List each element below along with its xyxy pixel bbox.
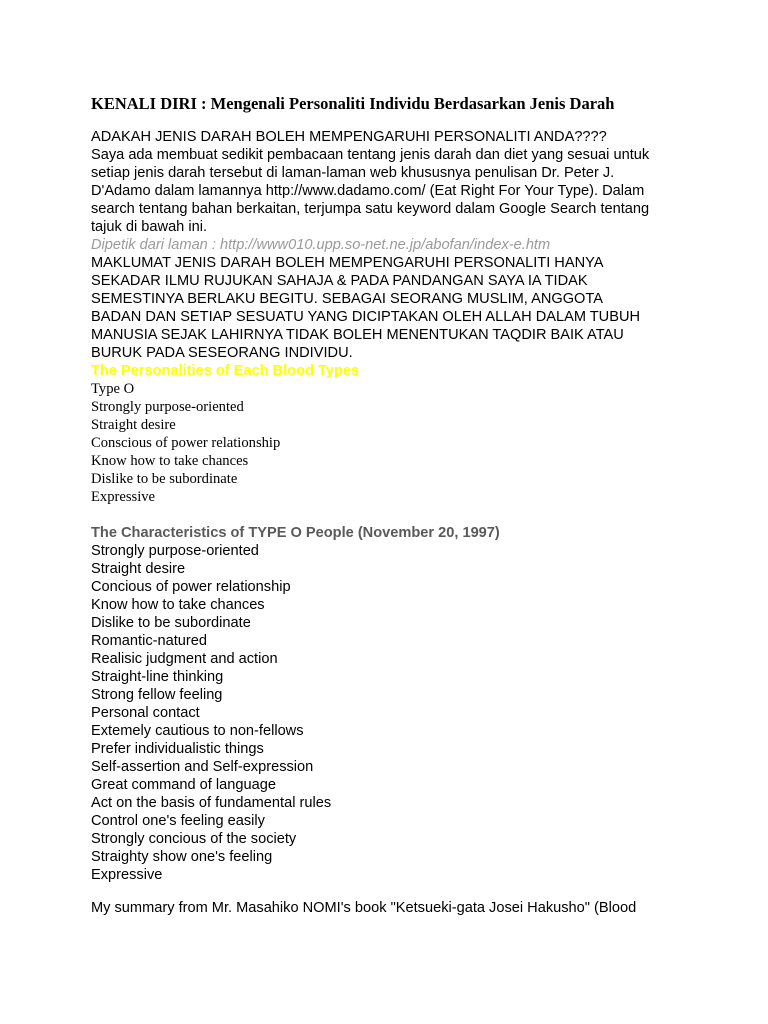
intro-line: D'Adamo dalam lamannya http://www.dadamo.com/ (Eat Right For Your Type). Dalam [91, 183, 645, 199]
notice-paragraph [91, 254, 711, 362]
personalities-heading: The Personalities of Each Blood Types [91, 363, 360, 379]
list-item: Control one's feeling easily [91, 813, 265, 829]
list-item: Great command of language [91, 777, 276, 793]
list-item: Expressive [91, 489, 156, 505]
type-o-list [91, 380, 711, 506]
list-item: Prefer individualistic things [91, 741, 264, 757]
list-item: Know how to take chances [91, 597, 265, 613]
list-item: Extemely cautious to non-fellows [91, 723, 304, 739]
notice-line: MANUSIA SEJAK LAHIRNYA TIDAK BOLEH MENENTUKAN TAQDIR BAIK ATAU [91, 327, 624, 343]
summary-section [91, 899, 711, 917]
characteristics-section [91, 524, 711, 884]
source-line: Dipetik dari laman : http://www010.upp.so-net.ne.jp/abofan/index-e.htm [91, 237, 551, 253]
list-item: Self-assertion and Self-expression [91, 759, 314, 775]
intro-heading: ADAKAH JENIS DARAH BOLEH MEMPENGARUHI PERSONALITI ANDA???? [91, 129, 607, 145]
list-item: Concious of power relationship [91, 579, 291, 595]
list-item: Know how to take chances [91, 453, 249, 469]
intro-line: tajuk di bawah ini. [91, 219, 208, 235]
list-item: Straighty show one's feeling [91, 849, 273, 865]
list-item: Straight desire [91, 417, 176, 433]
notice-line: MAKLUMAT JENIS DARAH BOLEH MEMPENGARUHI PERSONALITI HANYA [91, 255, 604, 271]
list-item: Strongly purpose-oriented [91, 543, 259, 559]
list-item: Expressive [91, 867, 163, 883]
list-item: Strong fellow feeling [91, 687, 223, 703]
list-item: Straight desire [91, 561, 186, 577]
list-item: Type O [91, 381, 135, 397]
notice-line: SEMESTINYA BERLAKU BEGITU. SEBAGAI SEORANG MUSLIM, ANGGOTA [91, 291, 603, 307]
notice-line: BURUK PADA SESEORANG INDIVIDU. [91, 345, 353, 361]
notice-line: SEKADAR ILMU RUJUKAN SAHAJA & PADA PANDANGAN SAYA IA TIDAK [91, 273, 588, 289]
document-title: KENALI DIRI : Mengenali Personaliti Individu Berdasarkan Jenis Darah [91, 94, 615, 113]
list-item: Realisic judgment and action [91, 651, 278, 667]
intro-section [91, 128, 711, 380]
list-item: Conscious of power relationship [91, 435, 281, 451]
notice-line: BADAN DAN SETIAP SESUATU YANG DICIPTAKAN OLEH ALLAH DALAM TUBUH [91, 309, 641, 325]
list-item: Dislike to be subordinate [91, 471, 238, 487]
list-item: Personal contact [91, 705, 200, 721]
list-item: Romantic-natured [91, 633, 207, 649]
list-item: Act on the basis of fundamental rules [91, 795, 332, 811]
intro-paragraph [91, 146, 711, 236]
list-item: Dislike to be subordinate [91, 615, 251, 631]
intro-line: search tentang bahan berkaitan, terjumpa satu keyword dalam Google Search tentang [91, 201, 650, 217]
list-item: Strongly purpose-oriented [91, 399, 244, 415]
intro-line: Saya ada membuat sedikit pembacaan tentang jenis darah dan diet yang sesuai untuk [91, 147, 650, 163]
characteristics-heading: The Characteristics of TYPE O People (November 20, 1997) [91, 525, 500, 541]
list-item: Strongly concious of the society [91, 831, 297, 847]
list-item: Straight-line thinking [91, 669, 224, 685]
summary-line: My summary from Mr. Masahiko NOMI's book "Ketsueki-gata Josei Hakusho" (Blood [91, 900, 637, 916]
intro-line: setiap jenis darah tersebut di laman-laman web khususnya penulisan Dr. Peter J. [91, 165, 615, 181]
